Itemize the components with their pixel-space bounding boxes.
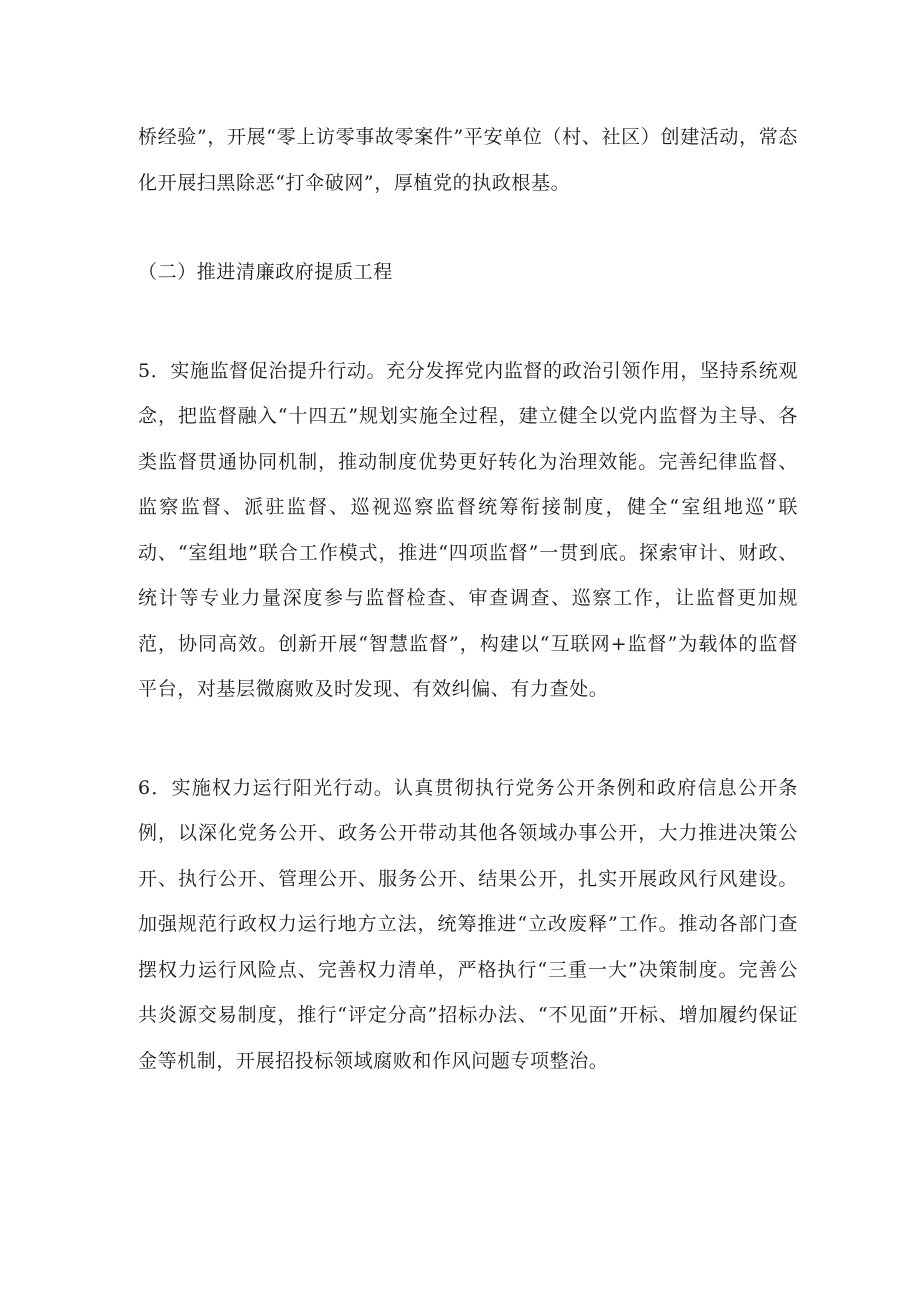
- section-heading: （二）推进清廉政府提质工程: [138, 261, 393, 283]
- paragraph-item-5: 5．实施监督促治提升行动。充分发挥党内监督的政治引领作用，坚持系统观念，把监督融入“十四五”规划实施全过程，建立健全以党内监督为主导、各类监督贯通协同机制，推动制度优势更好转化为治理效能。完善纪律监督、监察监督、派驻监督、巡视巡察监督统筹衔接制度，健全“室组地巡”联动、“室组地”联合工作模式，推进“四项监督”一贯到底。探索审计、财政、统计等专业力量深度参与监督检查、审查调查、巡察工作，让监督更加规范，协同高效。创新开展“智慧监督”，构建以“互联网+监督”为载体的监督平台，对基层微腐败及时发现、有效纠偏、有力查处。: [138, 359, 798, 700]
- document-page: [138, 115, 798, 1084]
- spacer: [138, 713, 798, 766]
- spacer: [138, 296, 798, 349]
- paragraph-intro: 桥经验”，开展“零上访零事故零案件”平安单位（村、社区）创建活动，常态化开展扫黑除恶“打伞破网”，厚植党的执政根基。: [138, 126, 798, 194]
- paragraph-item-6: 6．实施权力运行阳光行动。认真贯彻执行党务公开条例和政府信息公开条例，以深化党务公开、政务公开带动其他各领域办事公开，大力推进决策公开、执行公开、管理公开、服务公开、结果公开，扎实开展政风行风建设。加强规范行政权力运行地方立法，统筹推进“立改废释”工作。推动各部门查摆权力运行风险点、完善权力清单，严格执行“三重一大”决策制度。完善公共炎源交易制度，推行“评定分高”招标办法、“不见面”开标、增加履约保证金等机制，开展招投标领域腐败和作风问题专项整治。: [138, 776, 798, 1072]
- spacer: [138, 206, 798, 250]
